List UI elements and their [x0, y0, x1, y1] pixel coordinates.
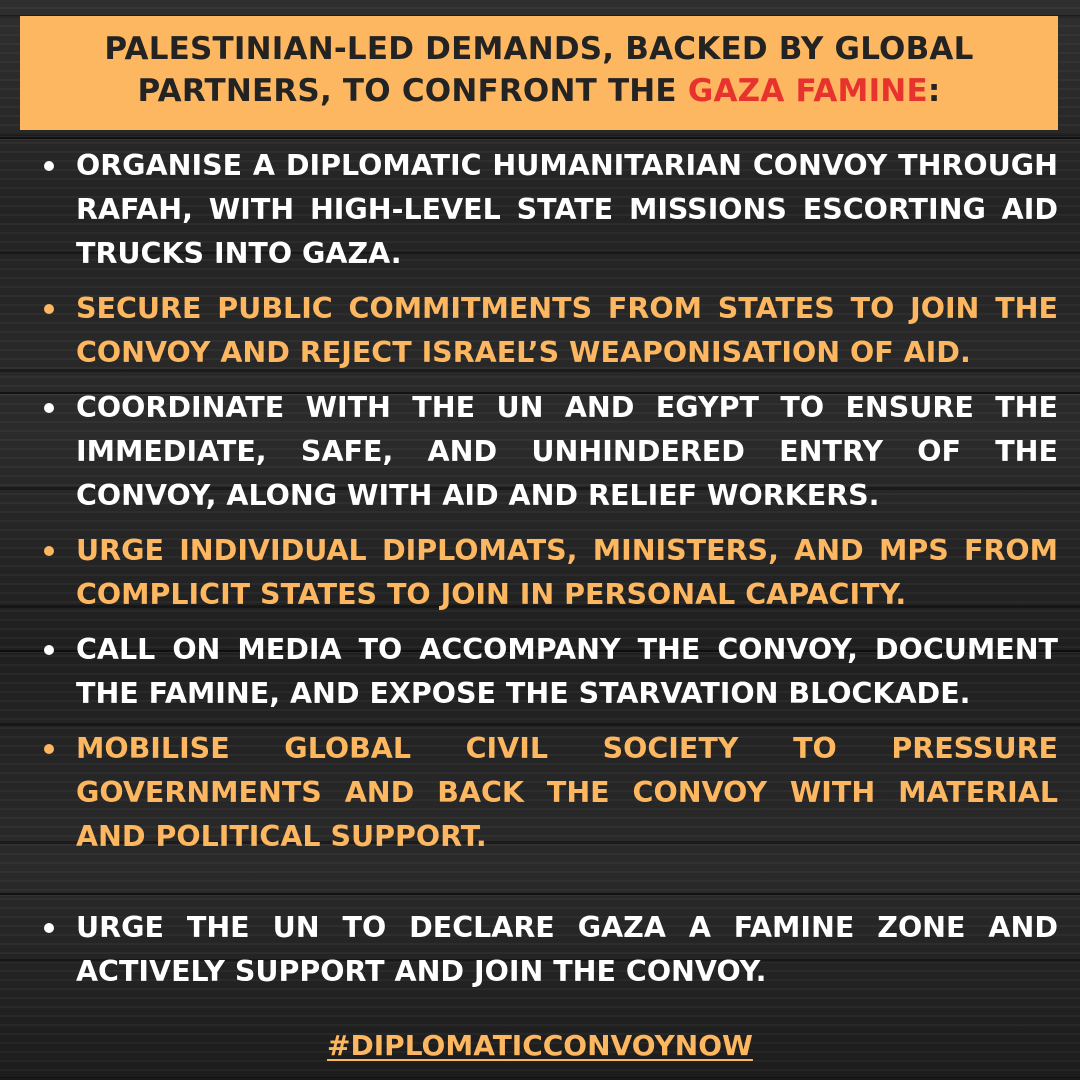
demand-item-4: [42, 529, 1058, 617]
demand-text-5: CALL ON MEDIA TO ACCOMPANY THE CONVOY, DOCUMENT THE FAMINE, AND EXPOSE THE STARVATION BLOCKADE.: [76, 633, 1058, 710]
hashtag-link[interactable]: #DIPLOMATICCONVOYNOW: [327, 1029, 753, 1062]
bullet-icon: [44, 923, 54, 933]
header-banner: [20, 16, 1058, 130]
demand-item-2: [42, 287, 1058, 375]
demand-item-7: [42, 906, 1058, 994]
demand-item-6: [42, 727, 1058, 859]
bullet-icon: [44, 161, 54, 171]
demand-text-3: COORDINATE WITH THE UN AND EGYPT TO ENSURE THE IMMEDIATE, SAFE, AND UNHINDERED ENTRY OF THE CONVOY, ALONG WITH AID AND RELIEF WORKERS.: [76, 391, 1058, 512]
demand-text-7: URGE THE UN TO DECLARE GAZA A FAMINE ZONE AND ACTIVELY SUPPORT AND JOIN THE CONVOY.: [76, 911, 1058, 988]
bullet-icon: [44, 546, 54, 556]
demand-text-4: URGE INDIVIDUAL DIPLOMATS, MINISTERS, AND MPS FROM COMPLICIT STATES TO JOIN IN PERSONAL CAPACITY.: [76, 534, 1058, 611]
demands-list: [42, 144, 1058, 994]
demand-item-5: [42, 628, 1058, 716]
demand-text-6: MOBILISE GLOBAL CIVIL SOCIETY TO PRESSURE GOVERNMENTS AND BACK THE CONVOY WITH MATERIAL AND POLITICAL SUPPORT.: [76, 732, 1058, 853]
header-title: [44, 28, 1034, 112]
bullet-icon: [44, 403, 54, 413]
bullet-icon: [44, 744, 54, 754]
demand-text-2: SECURE PUBLIC COMMITMENTS FROM STATES TO JOIN THE CONVOY AND REJECT ISRAEL’S WEAPONISATION OF AID.: [76, 292, 1058, 369]
header-title-part2: :: [927, 73, 941, 109]
demand-item-3: [42, 386, 1058, 518]
demand-text-1: ORGANISE A DIPLOMATIC HUMANITARIAN CONVOY THROUGH RAFAH, WITH HIGH-LEVEL STATE MISSIONS ESCORTING AID TRUCKS INTO GAZA.: [76, 149, 1058, 270]
demand-item-1: [42, 144, 1058, 276]
header-title-highlight: GAZA FAMINE: [687, 73, 928, 109]
wood-seam-1: [0, 137, 1080, 139]
bullet-icon: [44, 645, 54, 655]
bullet-icon: [44, 304, 54, 314]
header-title-part1: PALESTINIAN-LED DEMANDS, BACKED BY GLOBAL PARTNERS, TO CONFRONT THE: [104, 31, 974, 109]
